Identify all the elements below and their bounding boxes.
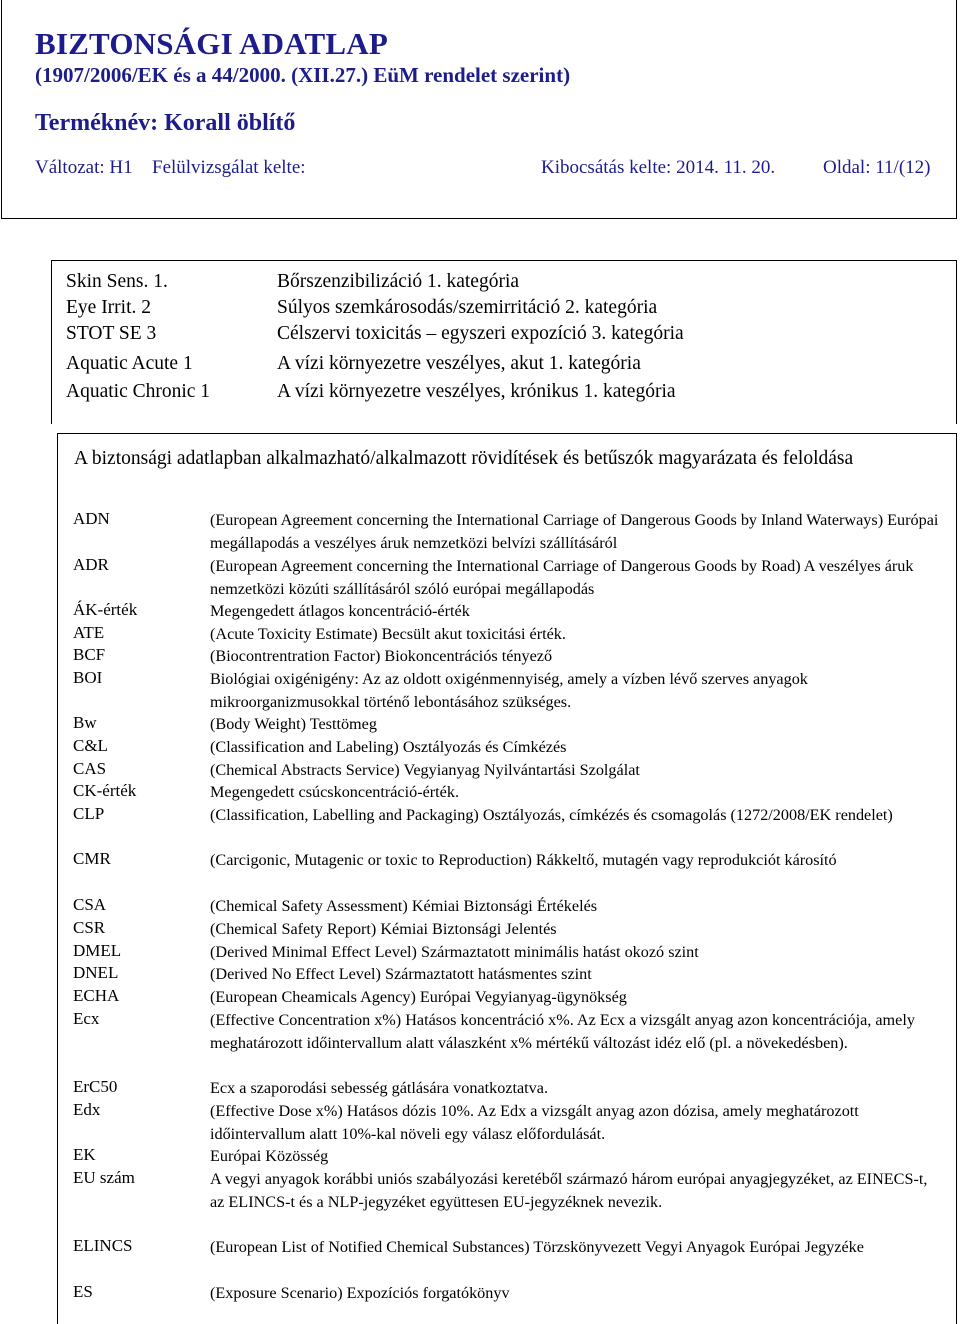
abbreviation-definition: Európai Közösség [210, 1147, 329, 1165]
abbreviation-definition: (Body Weight) Testtömeg [210, 715, 377, 733]
abbreviation-code: Bw [73, 713, 97, 732]
version-label: Változat: [35, 157, 105, 178]
classification-code: Aquatic Acute 1 [66, 353, 193, 374]
classification-description: Célszervi toxicitás – egyszeri expozíció 3. kategória [277, 323, 684, 344]
version-value: H1 [109, 157, 133, 178]
abbreviation-definition: (Chemical Abstracts Service) Vegyianyag Nyilvántartási Szolgálat [210, 761, 640, 779]
page-number: 11/(12) [875, 157, 931, 178]
abbreviation-definition: (European Cheamicals Agency) Európai Vegyianyag-ügynökség [210, 988, 627, 1006]
classification-description: Súlyos szemkárosodás/szemirritáció 2. kategória [277, 297, 658, 318]
abbreviation-definition: (Effective Dose x%) Hatásos dózis 10%. Az Edx a vizsgált anyag azon dózisa, amely meghatározott időintervallum alatt 10%-kal növeli egy válasz előfordulását. [210, 1102, 859, 1143]
abbreviation-definition: (Classification and Labeling) Osztályozás és Címkézés [210, 738, 567, 756]
abbreviation-code: ATE [73, 623, 105, 642]
abbreviation-code: C&L [73, 736, 108, 755]
product-name: Korall öblítő [164, 110, 296, 136]
abbreviation-code: ECHA [73, 986, 120, 1005]
abbreviation-code: CAS [73, 759, 107, 778]
abbreviation-definition: (Effective Concentration x%) Hatásos koncentráció x%. Az Ecx a vizsgált anyag azon koncentrációja, amely meghatározott időintervallum alatt válaszként x% mértékű változást idéz elő (pl. a növekedésben). [210, 1011, 915, 1052]
review-date-label: Felülvizsgálat kelte: [152, 157, 306, 178]
classification-code: Eye Irrit. 2 [66, 297, 152, 318]
classification-code: Skin Sens. 1. [66, 271, 168, 292]
product-label: Terméknév: [35, 110, 159, 136]
issue-date: 2014. 11. 20. [676, 157, 776, 178]
hazard-classification-table [51, 260, 957, 424]
abbreviation-code: BCF [73, 645, 106, 664]
abbreviation-code: CLP [73, 804, 105, 823]
classification-description: Bőrszenzibilizáció 1. kategória [277, 271, 520, 292]
page-label: Oldal: [823, 157, 871, 178]
abbreviation-code: ADN [73, 509, 110, 528]
abbreviation-code: ES [73, 1282, 93, 1301]
classification-description: A vízi környezetre veszélyes, krónikus 1. kategória [277, 381, 676, 402]
abbreviation-code: CK-érték [73, 781, 137, 800]
document-header [1, 0, 957, 219]
document-title: BIZTONSÁGI ADATLAP [35, 26, 389, 61]
regulation-reference: (1907/2006/EK és a 44/2000. (XII.27.) EüM rendelet szerint) [35, 63, 571, 87]
abbreviation-definition: (Derived No Effect Level) Származtatott hatásmentes szint [210, 965, 592, 983]
abbreviation-code: DNEL [73, 963, 119, 982]
abbreviation-definition: (Chemical Safety Assessment) Kémiai Biztonsági Értékelés [210, 897, 598, 915]
abbreviation-definition: (Biocontrentration Factor) Biokoncentrációs tényező [210, 647, 553, 665]
abbreviation-code: ErC50 [73, 1077, 118, 1096]
abbreviation-definition: Megengedett átlagos koncentráció-érték [210, 602, 470, 620]
abbreviation-code: CSA [73, 895, 107, 914]
abbreviation-definition: (Derived Minimal Effect Level) Származtatott minimális hatást okozó szint [210, 943, 699, 961]
abbreviations-title: A biztonsági adatlapban alkalmazható/alkalmazott rövidítések és betűszók magyarázata és feloldása [74, 448, 854, 469]
classification-description: A vízi környezetre veszélyes, akut 1. kategória [277, 353, 641, 374]
abbreviation-definition: (European Agreement concerning the International Carriage of Dangerous Goods by Inland Waterways) Európai megállapodás a veszélyes áruk nemzetközi belvízi szállításáról [210, 511, 939, 552]
abbreviation-definition: (Classification, Labelling and Packaging) Osztályozás, címkézés és csomagolás (1272/2008/EK rendelet) [210, 806, 893, 824]
abbreviation-definition: (Acute Toxicity Estimate) Becsült akut toxicitási érték. [210, 625, 566, 643]
abbreviation-definition: Ecx a szaporodási sebesség gátlására vonatkoztatva. [210, 1079, 549, 1097]
abbreviation-definition: Megengedett csúcskoncentráció-érték. [210, 783, 459, 801]
classification-code: Aquatic Chronic 1 [66, 381, 211, 402]
abbreviation-definition: A vegyi anyagok korábbi uniós szabályozási keretéből származó három európai anyagjegyzéket, az EINECS-t, az ELINCS-t és a NLP-jegyzéket együttesen EU-jegyzéknek nevezik. [210, 1170, 928, 1211]
issue-label: Kibocsátás kelte: [541, 157, 672, 178]
abbreviation-code: CMR [73, 849, 111, 868]
abbreviation-definition: (European List of Notified Chemical Substances) Törzskönyvezett Vegyi Anyagok Európai Jegyzéke [210, 1238, 864, 1256]
issue-info [541, 157, 775, 179]
abbreviation-code: ADR [73, 555, 109, 574]
abbreviation-code: EU szám [73, 1168, 135, 1187]
version-info [35, 157, 133, 179]
abbreviation-code: Edx [73, 1100, 101, 1119]
abbreviation-definition: (Chemical Safety Report) Kémiai Biztonsági Jelentés [210, 920, 557, 938]
abbreviation-definition: (European Agreement concerning the International Carriage of Dangerous Goods by Road) A veszélyes áruk nemzetközi közúti szállításáról szóló európai megállapodás [210, 557, 914, 598]
abbreviation-code: ELINCS [73, 1236, 133, 1255]
product-line [35, 110, 295, 137]
abbreviations-section [57, 433, 957, 1324]
abbreviation-code: CSR [73, 918, 106, 937]
abbreviation-code: BOI [73, 668, 103, 687]
abbreviation-definition: Biológiai oxigénigény: Az az oldott oxigénmennyiség, amely a vízben lévő szerves anyagok mikroorganizmusokkal történő lebontásához szükséges. [210, 670, 808, 711]
abbreviation-definition: (Exposure Scenario) Expozíciós forgatókönyv [210, 1284, 510, 1302]
abbreviation-code: EK [73, 1145, 96, 1164]
page-info [823, 157, 930, 179]
abbreviation-code: ÁK-érték [73, 600, 138, 619]
abbreviation-code: DMEL [73, 941, 122, 960]
abbreviation-definition: (Carcigonic, Mutagenic or toxic to Reproduction) Rákkeltő, mutagén vagy reprodukciót károsító [210, 851, 837, 869]
abbreviation-code: Ecx [73, 1009, 100, 1028]
classification-code: STOT SE 3 [66, 323, 157, 344]
